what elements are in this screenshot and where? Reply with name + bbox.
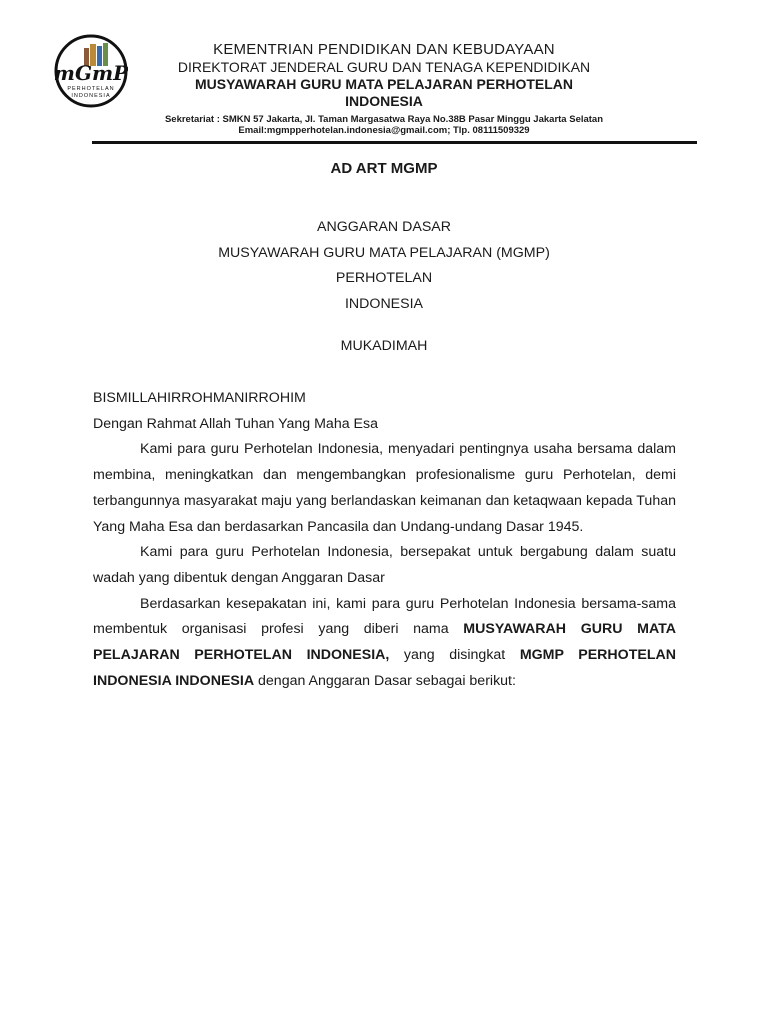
organization-name-line1: MUSYAWARAH GURU MATA PELAJARAN PERHOTELAN [194, 76, 573, 92]
heading-line: MUSYAWARAH GURU MATA PELAJARAN (MGMP) [218, 244, 550, 261]
paragraph-text: yang disingkat [389, 647, 520, 664]
logo-subtext2: INDONESIA [71, 93, 111, 99]
directorate-name: DIREKTORAT JENDERAL GURU DAN TENAGA KEPENDIDIKAN [177, 59, 591, 75]
secretariat-address: Sekretariat : SMKN 57 Jakarta, Jl. Taman Margasatwa Raya No.38B Pasar Minggu Jakarta Selatan [164, 114, 604, 125]
letterhead-divider [92, 141, 697, 144]
opening-line: BISMILLAHIRROHMANIRROHIM [93, 390, 306, 406]
paragraph: Kami para guru Perhotelan Indonesia, menyadari pentingnya usaha bersama dalam membina, meningkatkan dan mengembangkan profesionalisme guru Perhotelan, demi terbangunnya masyarakat maju yang berlandaskan keimanan dan ketaqwaan kepada Tuhan Yang Maha Esa dan berdasarkan Pancasila dan Undang-undang Dasar 1945. [93, 441, 676, 535]
mgmp-logo [54, 34, 128, 108]
ministry-name: KEMENTRIAN PENDIDIKAN DAN KEBUDAYAAN [213, 41, 555, 58]
opening-line: Dengan Rahmat Allah Tuhan Yang Maha Esa [93, 415, 378, 432]
organization-abbreviation: MGMP PERHOTELAN INDONESIA INDONESIA [93, 647, 676, 689]
document-body [93, 386, 676, 694]
statute-heading [0, 215, 768, 318]
heading-line: PERHOTELAN [335, 270, 433, 287]
letterhead [140, 42, 628, 137]
section-heading: MUKADIMAH [340, 338, 428, 354]
document-title: AD ART MGMP [330, 160, 438, 177]
paragraph: Kami para guru Perhotelan Indonesia, bersepakat untuk bergabung dalam suatu wadah yang dibentuk dengan Anggaran Dasar [93, 544, 676, 586]
heading-line: ANGGARAN DASAR [316, 219, 452, 235]
paragraph [93, 592, 676, 695]
paragraph-text: dengan Anggaran Dasar sebagai berikut: [254, 672, 516, 689]
contact-info: Email:mgmpperhotelan.indonesia@gmail.com; Tlp. 08111509329 [238, 125, 530, 136]
organization-name-line2: INDONESIA [345, 93, 423, 109]
organization-full-name: MUSYAWARAH GURU MATA PELAJARAN PERHOTELAN INDONESIA, [93, 621, 676, 664]
logo-subtext: PERHOTELAN [67, 86, 115, 92]
heading-line: INDONESIA [344, 296, 424, 313]
paragraph-text: Berdasarkan kesepakatan ini, kami para guru Perhotelan Indonesia bersama-sama membentuk organisasi profesi yang diberi nama [93, 595, 676, 638]
logo-text: mGmP [54, 61, 128, 85]
